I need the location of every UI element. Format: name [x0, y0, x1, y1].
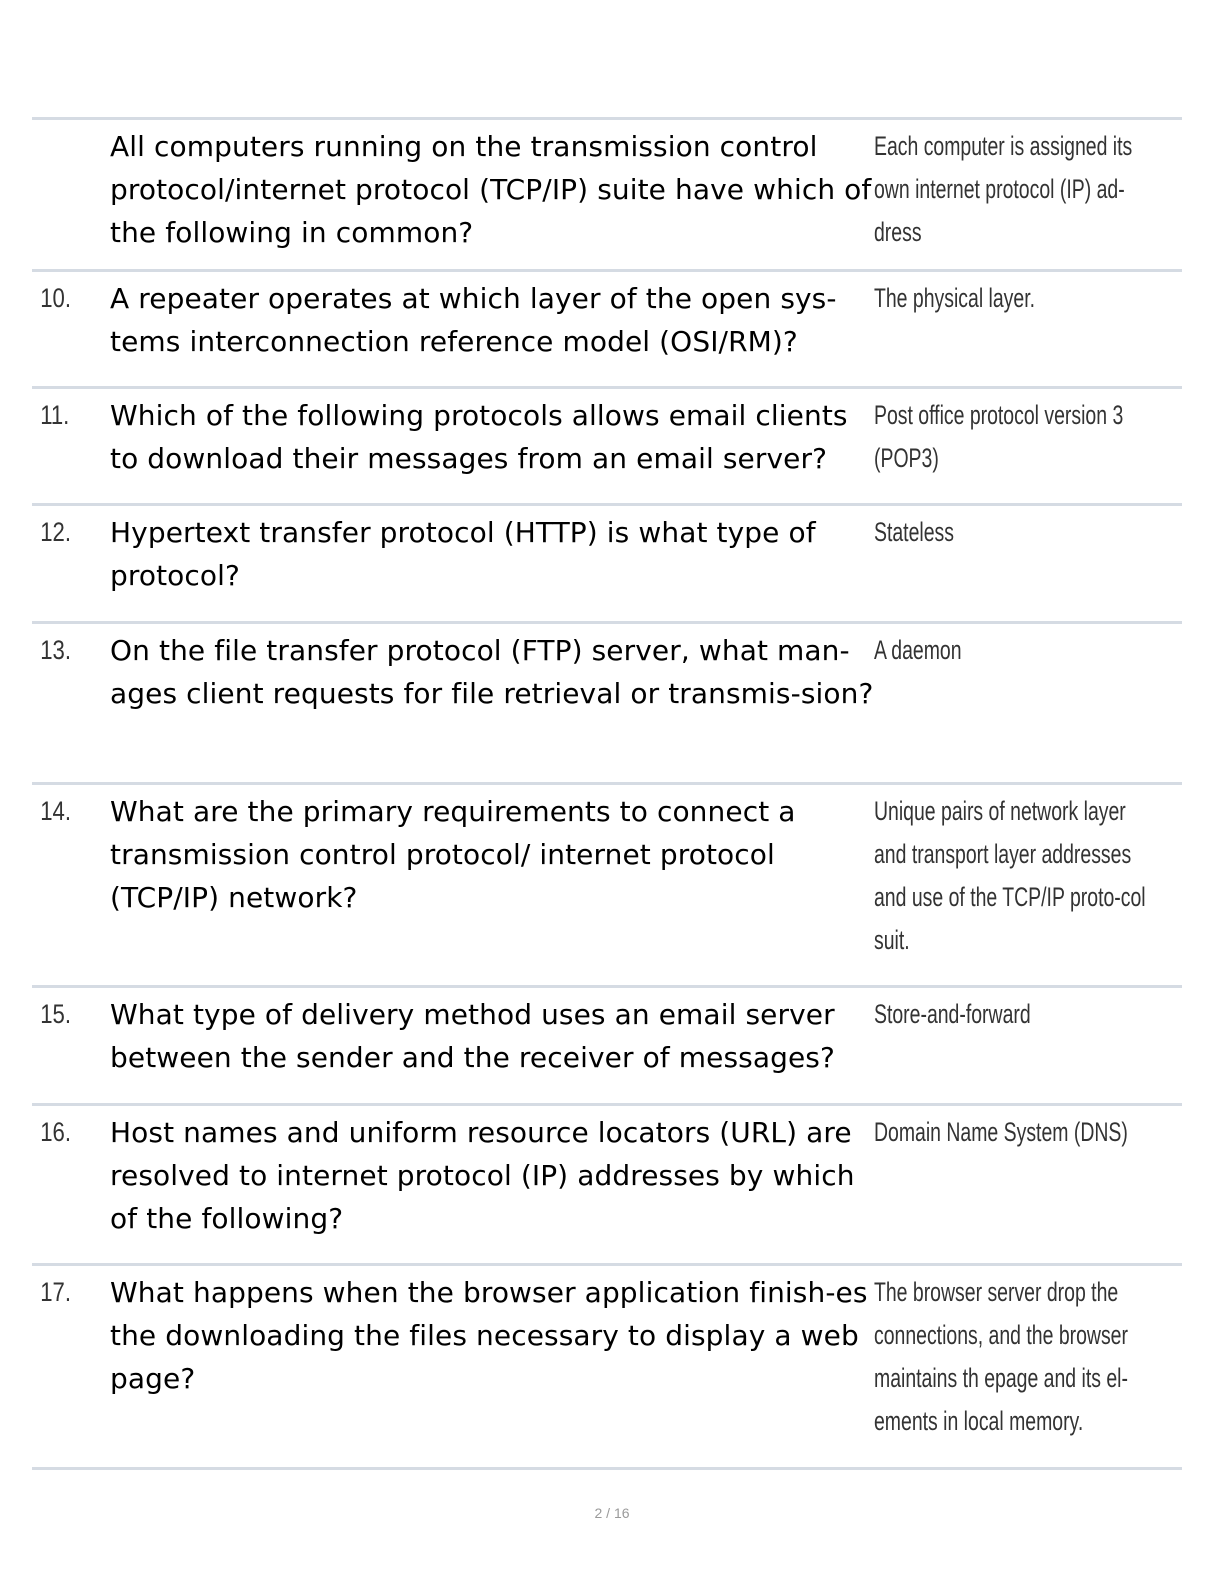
answer-text: The browser server drop the connections, and the browser maintains th epage and its el-ements in local memory. — [874, 1277, 1128, 1436]
qa-row — [32, 1106, 1182, 1266]
question-text: What happens when the browser application finish-es the downloading the files necessary to display a web page? — [110, 1276, 868, 1395]
qa-row — [32, 389, 1182, 506]
question-number: 14. — [40, 796, 71, 826]
answer-text: Post office protocol version 3 (POP3) — [874, 400, 1124, 473]
question-number: 15. — [40, 999, 71, 1029]
question-number: 17. — [40, 1277, 71, 1307]
question-number: 13. — [40, 635, 71, 665]
question-text: Host names and uniform resource locators (URL) are resolved to internet protocol (IP) addresses by which of the following? — [110, 1116, 855, 1235]
qa-row — [32, 120, 1182, 272]
qa-row — [32, 1266, 1182, 1470]
question-text: On the file transfer protocol (FTP) server, what man-ages client requests for file retrieval or transmis-sion? — [110, 634, 874, 710]
question-text: A repeater operates at which layer of the open sys-tems interconnection reference model (OSI/RM)? — [110, 282, 837, 358]
qa-row — [32, 272, 1182, 389]
question-text: Hypertext transfer protocol (HTTP) is what type of protocol? — [110, 516, 816, 592]
qa-row — [32, 988, 1182, 1106]
answer-text: The physical layer. — [874, 283, 1035, 313]
question-text: All computers running on the transmission control protocol/internet protocol (TCP/IP) suite have which of the following in common? — [110, 130, 872, 249]
question-text: What type of delivery method uses an email server between the sender and the receiver of messages? — [110, 998, 835, 1074]
qa-table — [32, 117, 1182, 1470]
answer-text: A daemon — [874, 635, 962, 665]
qa-row — [32, 785, 1182, 988]
question-number: 10. — [40, 283, 71, 313]
answer-text: Store-and-forward — [874, 999, 1031, 1029]
qa-row — [32, 506, 1182, 624]
question-number — [32, 125, 96, 269]
answer-text: Stateless — [874, 517, 954, 547]
qa-row — [32, 624, 1182, 785]
answer-text: Each computer is assigned its own internet protocol (IP) ad-dress — [874, 131, 1133, 247]
answer-text: Unique pairs of network layer and transport layer addresses and use of the TCP/IP proto-col suit. — [874, 796, 1146, 955]
question-text: What are the primary requirements to connect a transmission control protocol/ internet protocol (TCP/IP) network? — [110, 795, 796, 914]
question-number: 16. — [40, 1117, 71, 1147]
answer-text: Domain Name System (DNS) — [874, 1117, 1128, 1147]
question-number: 11. — [40, 400, 70, 430]
page-number: 2 / 16 — [594, 1505, 630, 1521]
question-text: Which of the following protocols allows email clients to download their messages from an email server? — [110, 399, 848, 475]
question-number: 12. — [40, 517, 71, 547]
